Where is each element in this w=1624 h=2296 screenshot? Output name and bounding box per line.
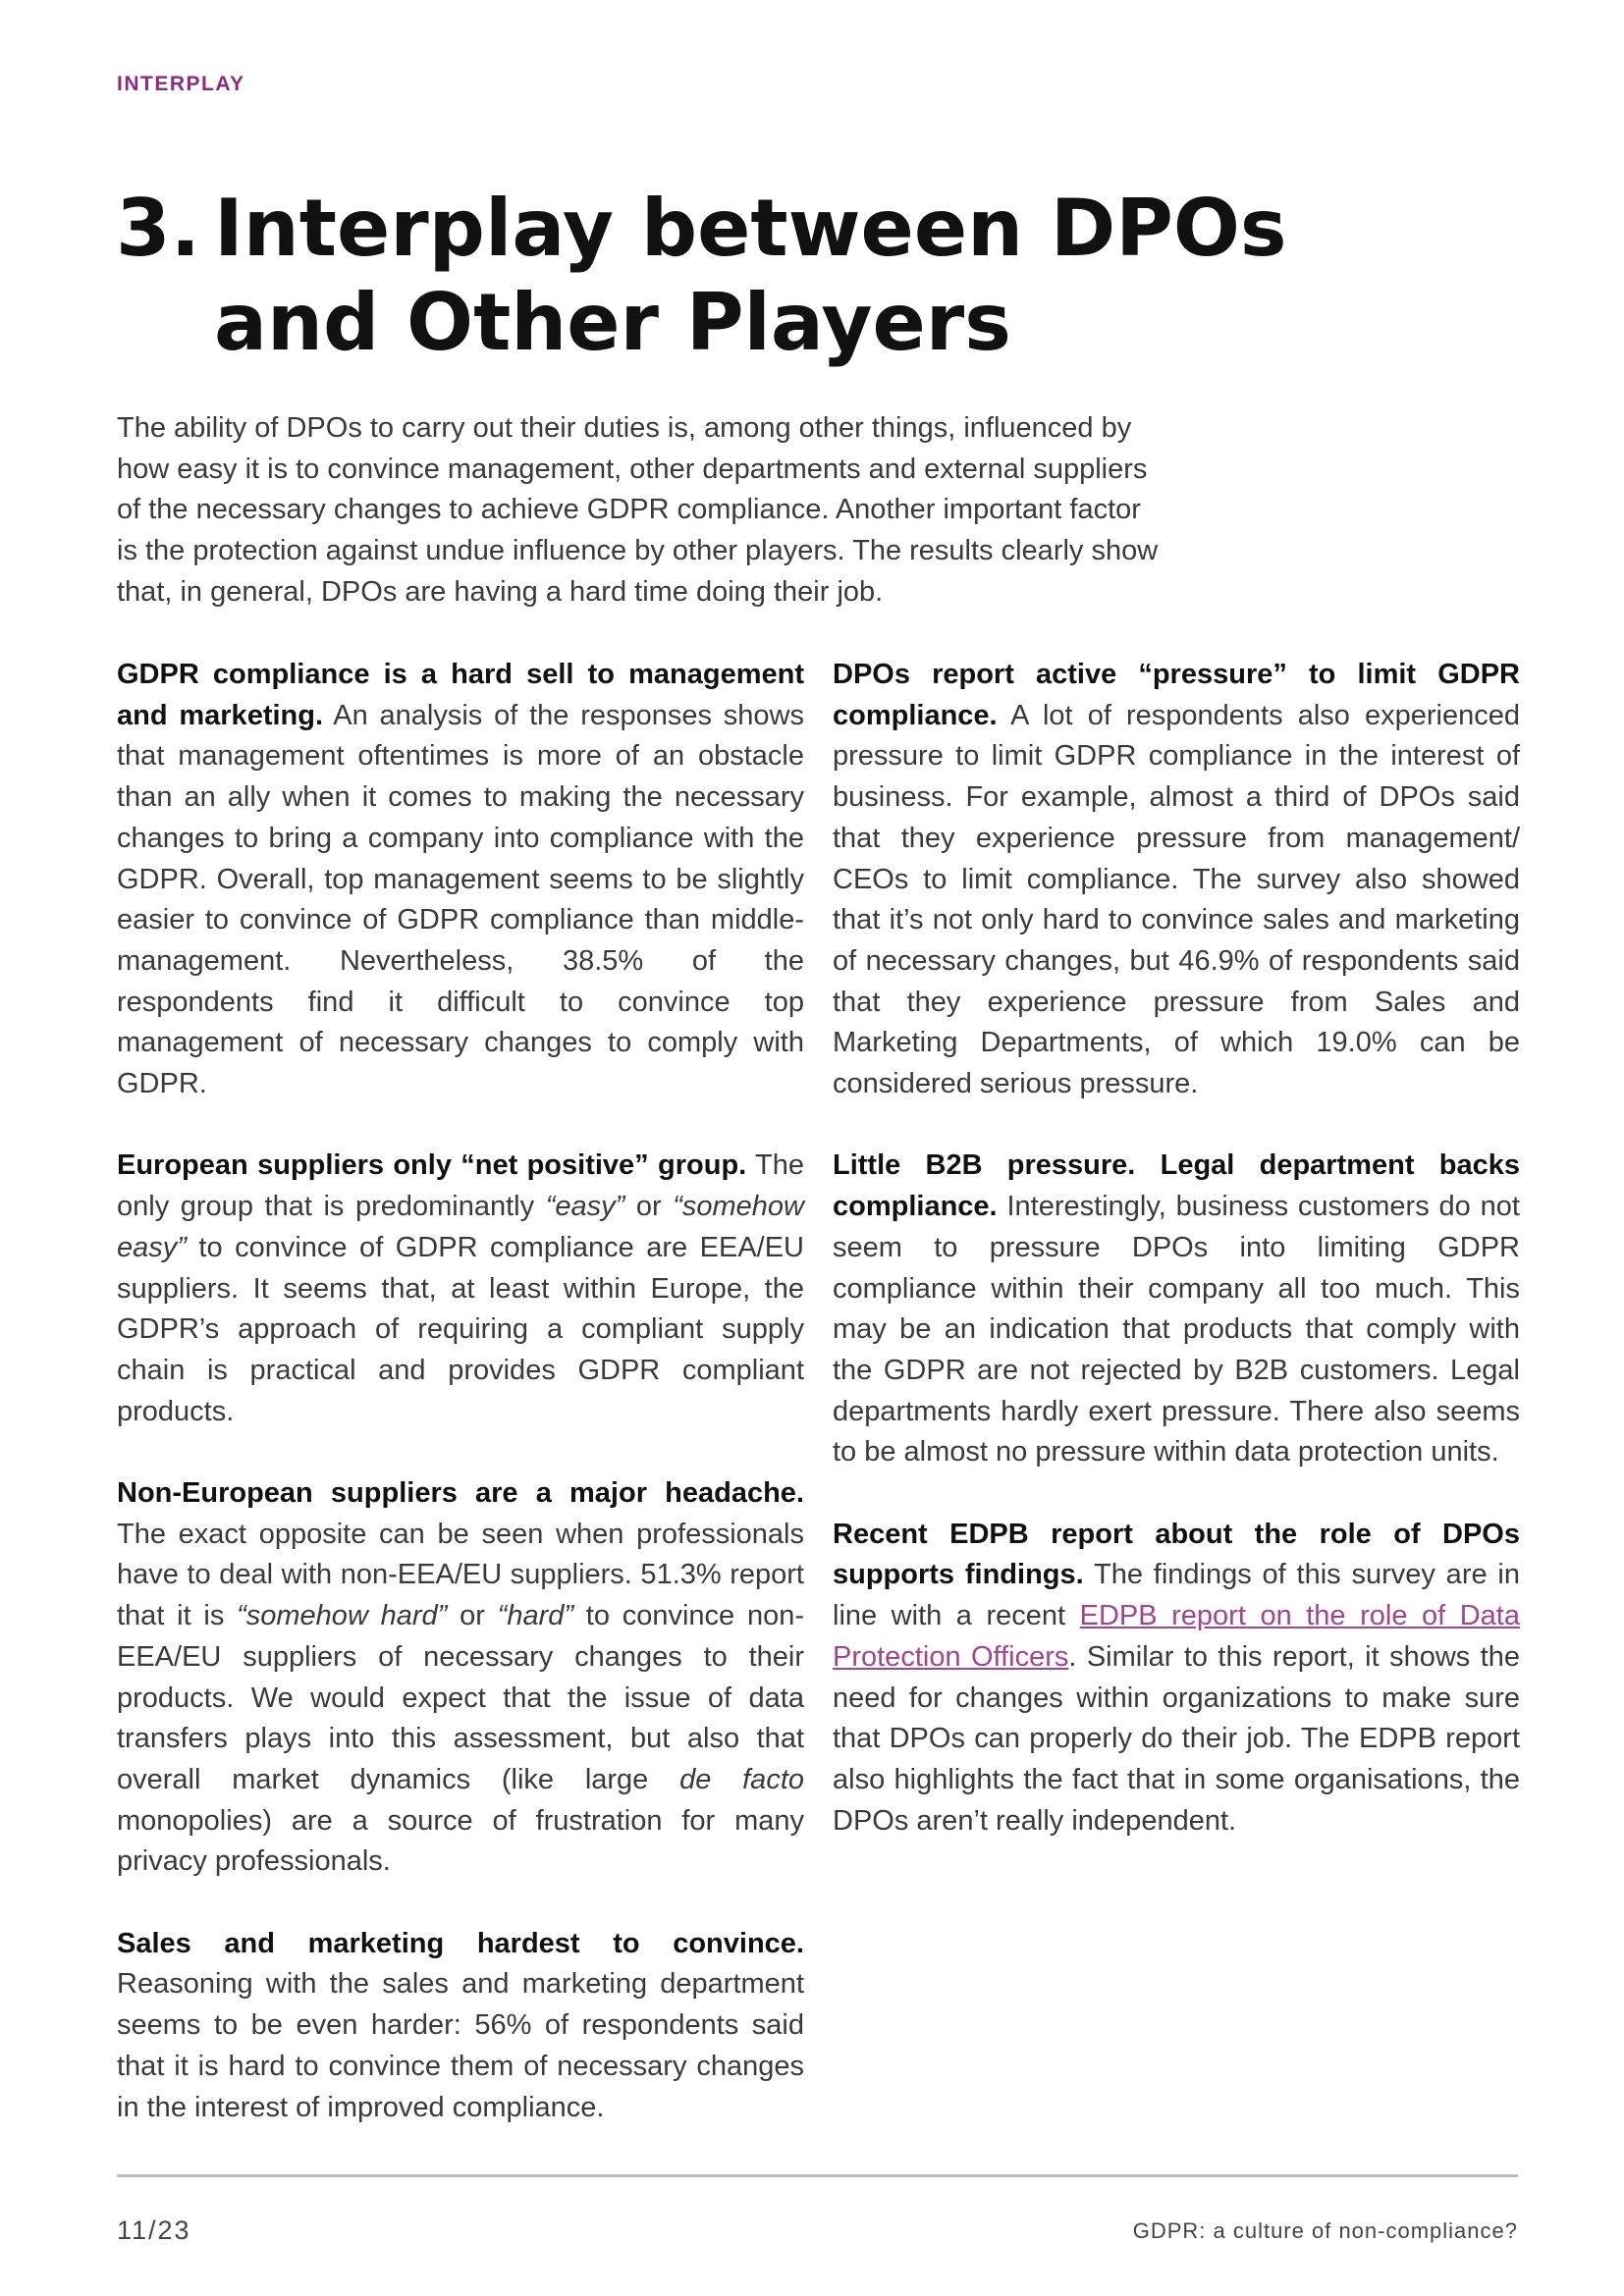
paragraph-body: or bbox=[624, 1191, 674, 1223]
footer-divider bbox=[117, 2174, 1518, 2177]
page-number: 11/23 bbox=[117, 2216, 191, 2245]
paragraph-body: A lot of respondents also experienced pressure to limit GDPR compliance in the interest of business. For example, almost a third of DPOs said that they experience pressure from management/ CEOs to limit compliance. The survey also showed that it’s not only hard to convince sales and marketing of necessary changes, but 46.9% of respondents said that they experience pressure from Sales and Marketing Departments, of which 19.0% can be considered serious pressure. bbox=[833, 699, 1520, 1100]
paragraph-body: or bbox=[447, 1600, 498, 1632]
italic-term: de facto bbox=[679, 1763, 805, 1795]
paragraph-heading: Non-European suppliers are a major headache. bbox=[117, 1477, 804, 1510]
italic-term: “somehow easy” bbox=[117, 1191, 804, 1263]
paragraph-body: to convince of GDPR compliance are EEA/EU suppliers. It seems that, at least within Europe, the GDPR’s approach of requiring a compliant supply chain is practical and provides GDPR compliant products. bbox=[117, 1231, 804, 1427]
paragraph-body: The exact opposite can be seen when professionals have to deal with non-EEA/EU suppliers. 51.3% report that it is bbox=[117, 1518, 804, 1632]
paragraph-management bbox=[117, 655, 804, 1105]
right-column bbox=[833, 655, 1520, 1883]
chapter-number: 3. bbox=[116, 183, 201, 274]
paragraph-heading: European suppliers only “net positive” group. bbox=[117, 1149, 747, 1182]
left-column bbox=[117, 655, 804, 2169]
italic-term: “hard” bbox=[497, 1600, 574, 1632]
paragraph-body: to convince non-EEA/EU suppliers of necessary changes to their products. We would expect that the issue of data transfers plays into this assessment, but also that overall market dynamics (like large bbox=[117, 1600, 804, 1795]
paragraph-heading: DPOs report active “pressure” to limit GDPR compliance. bbox=[833, 659, 1520, 731]
paragraph-edpb bbox=[833, 1515, 1520, 1842]
paragraph-body: Reasoning with the sales and marketing department seems to be even harder: 56% of respondents said that it is hard to convince them of necessary changes in the interest of improved compliance. bbox=[117, 1968, 804, 2123]
paragraph-body: An analysis of the responses shows that management oftentimes is more of an obstacle than an ally when it comes to making the necessary changes to bring a company into compliance with the GDPR. Overall, top management seems to be slightly easier to convince of GDPR compliance than middle-management. Nevertheless, 38.5% of the respondents find it difficult to convince top management of necessary changes to comply with GDPR. bbox=[117, 699, 805, 1100]
italic-term: “somehow hard” bbox=[237, 1600, 448, 1632]
paragraph-body: The findings of this survey are in line with a recent bbox=[833, 1559, 1520, 1632]
paragraph-body: The only group that is predominantly bbox=[117, 1149, 804, 1223]
document-title: GDPR: a culture of non-compliance? bbox=[1132, 2218, 1518, 2243]
chapter-title: Interplay between DPOs and Other Players bbox=[214, 183, 1287, 368]
paragraph-heading: Sales and marketing hardest to convince. bbox=[117, 1927, 804, 1959]
paragraph-sales-marketing bbox=[117, 1924, 804, 2129]
paragraph-european-suppliers bbox=[117, 1146, 804, 1432]
intro-paragraph: The ability of DPOs to carry out their duties is, among other things, influenced by how easy it is to convince management, other departments and external suppliers of the necessary changes to achieve GDPR compliance. Another important factor is the protection against undue influence by other players. The results clearly show that, in general, DPOs are having a hard time doing their job. bbox=[117, 412, 1159, 608]
paragraph-heading: Little B2B pressure. Legal department backs compliance. bbox=[833, 1149, 1520, 1223]
paragraph-b2b bbox=[833, 1146, 1520, 1473]
paragraph-heading: GDPR compliance is a hard sell to management and marketing. bbox=[117, 659, 804, 731]
edpb-report-link[interactable]: EDPB report on the role of Data Protection Officers bbox=[833, 1600, 1520, 1673]
italic-term: “easy” bbox=[545, 1191, 625, 1223]
page-title bbox=[116, 182, 1392, 370]
paragraph-body: monopolies) are a source of frustration for many privacy professionals. bbox=[117, 1804, 804, 1878]
paragraph-heading: Recent EDPB report about the role of DPOs supports findings. bbox=[833, 1518, 1520, 1591]
section-label: INTERPLAY bbox=[117, 73, 245, 95]
paragraph-non-european-suppliers bbox=[117, 1473, 804, 1883]
paragraph-body: . Similar to this report, it shows the need for changes within organizations to make sure that DPOs can properly do their job. The EDPB report also highlights the fact that in some organisations, the DPOs aren’t really independent. bbox=[833, 1640, 1520, 1837]
paragraph-body: Interestingly, business customers do not seem to pressure DPOs into limiting GDPR compliance within their company all too much. This may be an indication that products that comply with the GDPR are not rejected by B2B customers. Legal departments hardly exert pressure. There also seems to be almost no pressure within data protection units. bbox=[833, 1191, 1520, 1468]
paragraph-pressure bbox=[833, 655, 1520, 1105]
